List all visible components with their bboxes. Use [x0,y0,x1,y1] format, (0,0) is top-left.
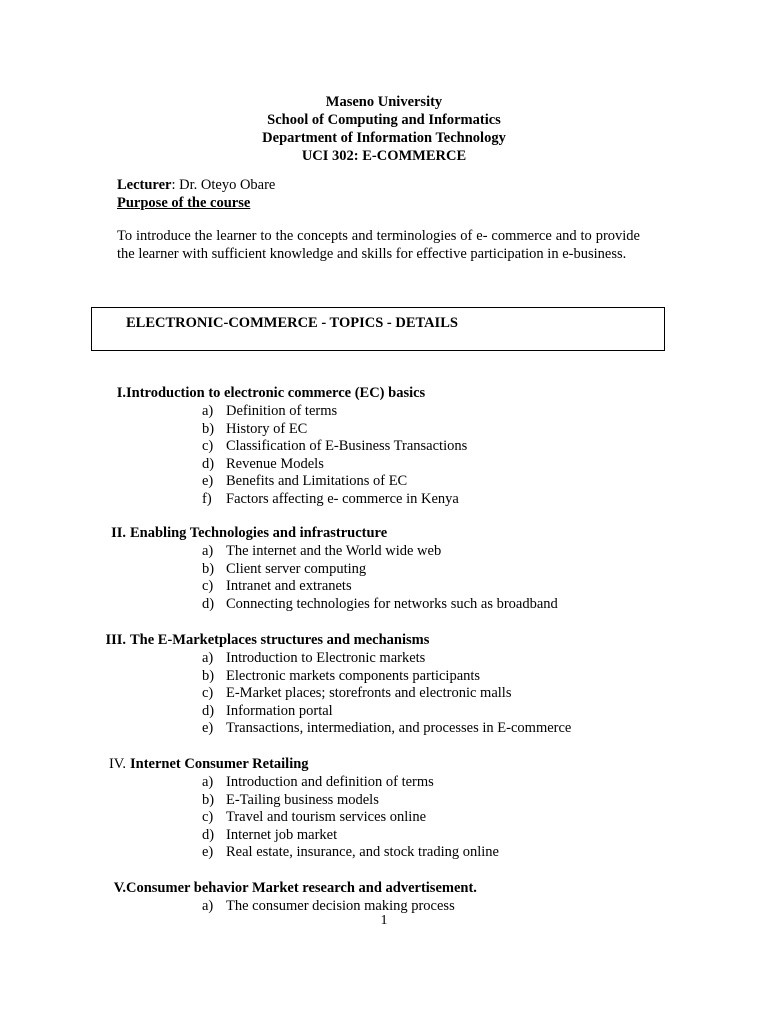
purpose-heading: Purpose of the course [117,195,251,211]
list-item [0,421,768,439]
list-item [0,668,768,686]
item-text: The internet and the World wide web [226,543,442,559]
item-text: E-Market places; storefronts and electronic malls [226,685,512,702]
list-item [0,596,768,614]
item-text: Information portal [226,702,333,719]
section-1 [0,385,768,509]
section-title: Consumer behavior Market research and advertisement. [126,880,477,896]
section-numeral: II. [111,525,126,541]
item-letter: c) [202,809,214,826]
list-item [0,827,768,845]
item-text: The consumer decision making process [226,898,455,914]
course-title: UCI 302: E-COMMERCE [301,148,467,164]
item-letter: d) [202,702,215,719]
list-item [0,438,768,456]
list-item [0,543,768,561]
topics-box [91,307,665,351]
section-title: The E-Marketplaces structures and mechanisms [130,632,430,648]
list-item [0,844,768,862]
school-name: School of Computing and Informatics [267,112,501,128]
item-letter: a) [202,403,214,419]
list-item [0,650,768,668]
item-letter: a) [202,650,214,666]
item-letter: c) [202,685,214,702]
item-letter: e) [202,844,214,861]
section-numeral: III. [105,632,126,648]
purpose-paragraph: To introduce the learner to the concepts and terminologies of e- commerce and to provide the learner with sufficient knowledge and skills for effective participation in e-business. [117,228,640,262]
list-item [0,792,768,810]
item-text: Travel and tourism services online [226,809,427,826]
list-item [0,491,768,509]
section-5 [0,880,768,916]
list-item [0,578,768,596]
section-title: Internet Consumer Retailing [130,756,309,772]
list-item [0,809,768,827]
section-numeral: V. [113,880,126,896]
item-letter: b) [202,560,215,577]
section-heading [0,880,768,898]
item-letter: a) [202,543,214,559]
item-text: Classification of E-Business Transactions [226,438,468,455]
item-letter: c) [202,578,214,595]
list-item [0,456,768,474]
university-name: Maseno University [325,94,443,110]
item-text: Revenue Models [226,455,324,472]
item-letter: d) [202,455,215,472]
item-text: History of EC [226,420,308,437]
section-heading [0,756,768,774]
list-item [0,720,768,738]
item-text: Introduction and definition of terms [226,774,434,790]
section-title: Introduction to electronic commerce (EC) basics [126,385,426,401]
lecturer-label: Lecturer [117,177,172,193]
item-text: Factors affecting e- commerce in Kenya [226,490,459,507]
item-letter: a) [202,774,214,790]
item-text: Internet job market [226,826,338,843]
item-letter: d) [202,595,215,612]
section-title: Enabling Technologies and infrastructure [130,525,388,541]
item-letter: b) [202,420,215,437]
item-text: Transactions, intermediation, and processes in E-commerce [226,720,572,737]
item-letter: b) [202,791,215,808]
list-item [0,473,768,491]
item-letter: e) [202,720,214,737]
section-heading [0,632,768,650]
item-text: Real estate, insurance, and stock trading online [226,844,499,861]
lecturer-line [117,177,275,195]
document-header [0,93,768,165]
section-numeral: I. [116,385,126,401]
lecturer-value: : Dr. Oteyo Obare [171,177,276,193]
item-text: Client server computing [226,560,367,577]
item-text: Introduction to Electronic markets [226,650,426,666]
item-letter: e) [202,473,214,490]
section-numeral: IV. [108,756,126,772]
item-text: Electronic markets components participants [226,667,481,684]
list-item [0,703,768,721]
section-2 [0,525,768,613]
section-heading [0,385,768,403]
list-item [0,403,768,421]
item-text: Intranet and extranets [226,578,352,595]
page-number: 1 [380,913,388,928]
topics-box-title: ELECTRONIC-COMMERCE - TOPICS - DETAILS [126,315,458,331]
item-text: Benefits and Limitations of EC [226,473,408,490]
list-item [0,561,768,579]
item-letter: c) [202,438,214,455]
section-3 [0,632,768,738]
department-name: Department of Information Technology [262,130,506,146]
item-text: E-Tailing business models [226,791,379,808]
item-text: Definition of terms [226,403,338,419]
list-item [0,774,768,792]
section-heading [0,525,768,543]
item-letter: b) [202,667,215,684]
item-letter: a) [202,898,214,914]
list-item [0,685,768,703]
item-letter: d) [202,826,215,843]
item-letter: f) [202,490,212,507]
item-text: Connecting technologies for networks such as broadband [226,595,558,612]
section-4 [0,756,768,862]
